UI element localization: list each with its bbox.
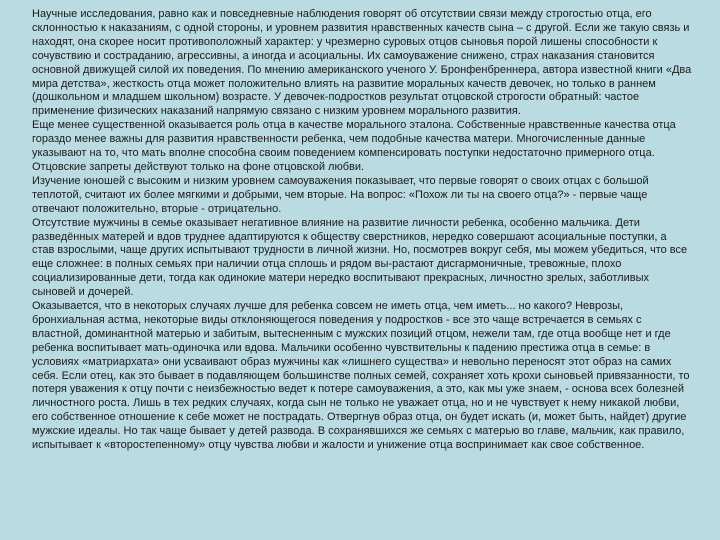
paragraph-no-father-better: Оказывается, что в некоторых случаях лучше для ребенка совсем не иметь отца, чем иметь... но какого? Неврозы, бронхиальная астма, некоторые виды отклоняющегося поведения у подростков - все это чаще встречается в семьях с властной, доминантной матерью и забитым, вытесненным с мужских позиций отцом, нежели там, где отца вообще нет и где ребенка воспитывает мать-одиночка или вдова. Мальчики особенно чувствительны к падению престижа отца в семье: в условиях «матриархата» они усваивают образ мужчины как «лишнего существа» и невольно переносят этот образ на самих себя. Если отец, как это бывает в подавляющем большинстве полных семей, сохраняет хоть крохи сыновьей привязанности, то потеря уважения к отцу почти с неизбежностью ведет к потере самоуважения, а это, как мы уже знаем, - основа всех болезней личностного роста. Лишь в тех редких случаях, когда сын не только не уважает отца, но и не чувствует к нему никакой любви, его собственное отношение к себе может не пострадать. Отвергнув образ отца, он будет искать (и, может быть, найдет) другие мужские идеалы. Но так чаще бывает у детей развода. В сохранявшихся же семьях с матерью во главе, мальчик, как правило, испытывает к «второстепенному» отцу чувства любви и жалости и унижение отца воспринимает как свое собственное. bbox=[32, 300, 690, 452]
paragraph-moral-example: Еще менее существенной оказывается роль отца в качестве морального эталона. Собственные нравственные качества отца гораздо менее важны для развития нравственности ребенка, чем подобные качества матери. Многочисленные данные указывают на то, что мать вполне способна своим поведением компенсировать поступки недостаточно примерного отца. Отцовские запреты действуют только на фоне отцовской любви. bbox=[32, 119, 676, 173]
paragraph-father-strictness: Научные исследования, равно как и повседневные наблюдения говорят об отсутствии связи между строгостью отца, его склонностью к наказаниям, с одной стороны, и уровнем развития нравственных качеств сына – с другой. Если же такую связь и находят, она скорее носит противоположный характер: у чрезмерно суровых отцов сыновья порой лишены способности к сочувствию и состраданию, агрессивны, а иногда и асоциальны. Их самоуважение снижено, страх наказания становится основной движущей силой их поведения. По мнению американского ученого У. Бронфенбреннера, автора известной книги «Два мира детства», жесткость отца может положительно влиять на развитие моральных качеств девочек, но только в раннем (дошкольном и младшем школьном) возрасте. У девочек-подростков результат отцовской строгости обратный: частое применение физических наказаний напрямую связано с низким уровнем морального развития. bbox=[32, 8, 692, 118]
paragraph-self-esteem: Изучение юношей с высоким и низким уровнем самоуважения показывает, что первые говорят о своих отцах с большой теплотой, считают их более мягкими и добрыми, чем вторые. На вопрос: «Похож ли ты на своего отца?» - первые чаще отвечают положительно, вторые - отрицательно. bbox=[32, 174, 649, 215]
paragraph-absent-father: Отсутствие мужчины в семье оказывает негативное влияние на развитие личности ребенка, особенно мальчика. Дети разведённых матерей и вдов труднее адаптируются к обществу сверстников, нередко совершают асоциальные поступки, а став взрослыми, чаще других испытывают трудности в личной жизни. Но, посмотрев вокруг себя, мы можем убедиться, что все еще сложнее: в полных семьях при наличии отца сплошь и рядом вы-растают дисгармоничные, тревожные, плохо социализированные дети, тогда как одинокие матери нередко воспитывают прекрасных, личностно зрелых, заботливых сыновей и дочерей. bbox=[32, 216, 688, 299]
body-text bbox=[32, 8, 692, 453]
